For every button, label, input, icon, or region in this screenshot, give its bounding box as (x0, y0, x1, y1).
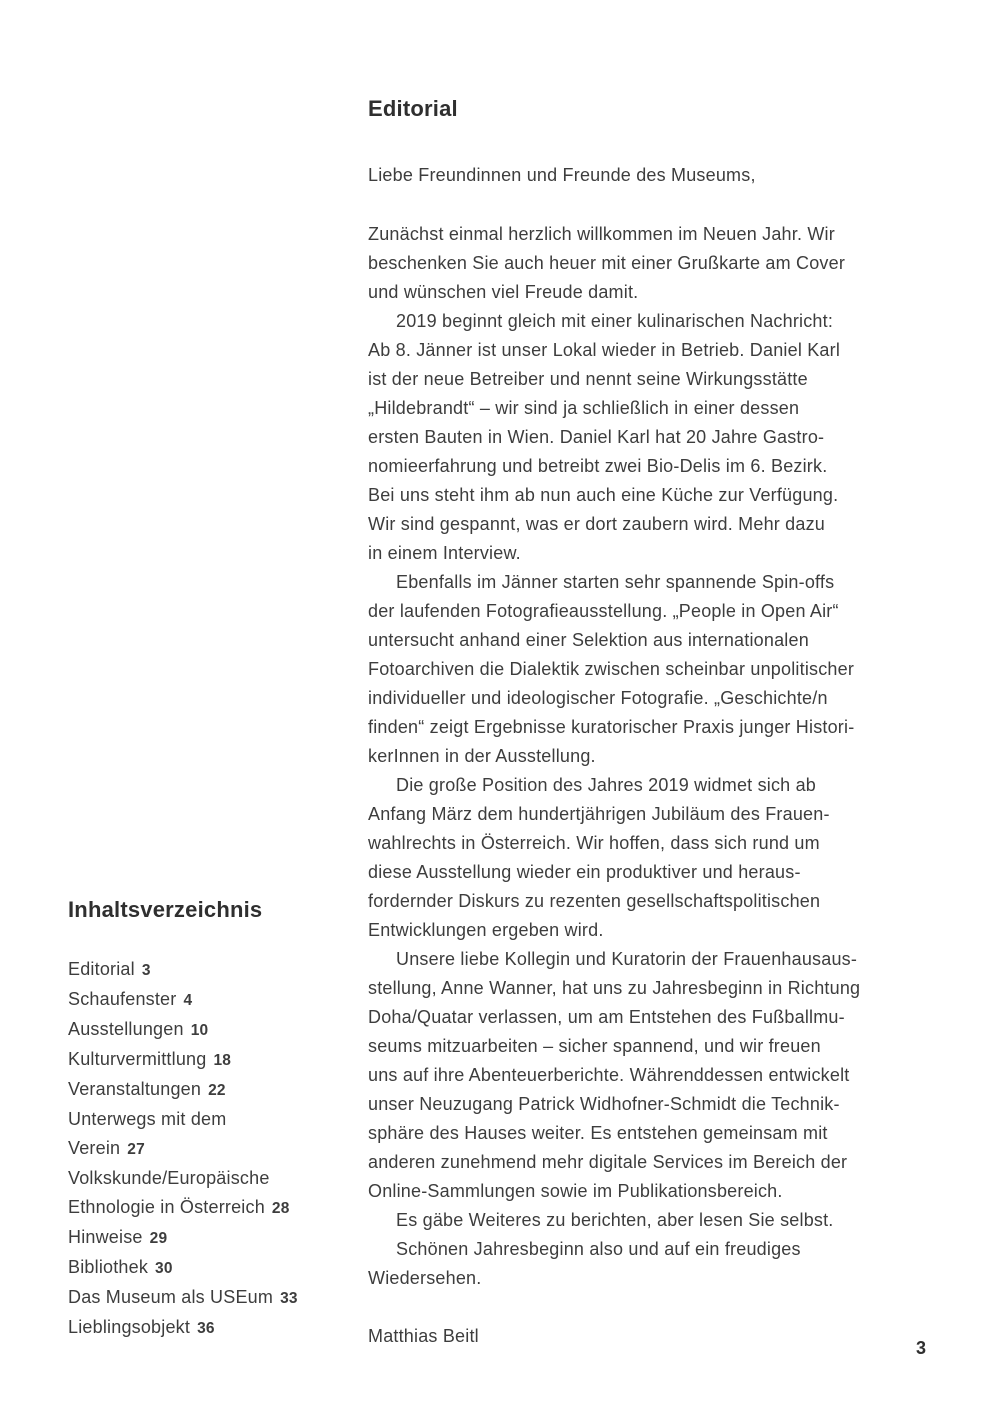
toc-item-page: 30 (155, 1260, 173, 1277)
toc-item-label: Verein (68, 1138, 121, 1158)
text-line: der laufenden Fotografieausstellung. „People in Open Air“ (368, 601, 839, 621)
toc-item-label: Lieblingsobjekt (68, 1317, 191, 1337)
toc-item-page: 10 (190, 1022, 209, 1039)
toc-item (68, 1045, 348, 1075)
text-line: anderen zunehmend mehr digitale Services im Bereich der (368, 1152, 848, 1172)
paragraph (368, 1235, 978, 1293)
toc-item-label: Bibliothek (68, 1257, 149, 1277)
toc-item-label: Ethnologie in Österreich (68, 1197, 265, 1217)
toc-item (68, 1134, 348, 1164)
toc-item (68, 1015, 348, 1045)
editorial-article (368, 96, 978, 1351)
paragraph (368, 771, 978, 945)
toc-item-page: 29 (149, 1230, 168, 1247)
toc-item-page: 27 (127, 1141, 145, 1158)
text-line: uns auf ihre Abenteuerberichte. Währenddessen entwickelt (368, 1065, 850, 1085)
toc-item (68, 985, 348, 1015)
toc-item (68, 1283, 348, 1313)
text-line: Doha/Quatar verlassen, um am Entstehen des Fußballmu- (368, 1007, 845, 1027)
toc-item-label: Schaufenster (68, 989, 177, 1009)
toc-item-label: Das Museum als USEum (68, 1287, 274, 1307)
toc-item-label: Unterwegs mit dem (68, 1109, 227, 1129)
toc-list (68, 955, 348, 1343)
text-line: kerInnen in der Ausstellung. (368, 746, 596, 766)
text-line: Unsere liebe Kollegin und Kuratorin der Frauenhausaus- (396, 949, 858, 969)
toc-item (68, 1075, 348, 1105)
text-line: Die große Position des Jahres 2019 widmet sich ab (396, 775, 817, 795)
toc-item-label: Editorial (68, 959, 135, 979)
text-line: „Hildebrandt“ – wir sind ja schließlich in einer dessen (368, 398, 800, 418)
toc-item-page: 36 (197, 1320, 215, 1337)
toc-item-page: 3 (141, 962, 151, 979)
text-line: stellung, Anne Wanner, hat uns zu Jahresbeginn in Richtung (368, 978, 861, 998)
text-line: individueller und ideologischer Fotografie. „Geschichte/n (368, 688, 828, 708)
text-line: wahlrechts in Österreich. Wir hoffen, dass sich rund um (368, 833, 820, 853)
text-line: sphäre des Hauses weiter. Es entstehen gemeinsam mit (368, 1123, 828, 1143)
paragraph (368, 220, 978, 307)
text-line: Wiedersehen. (368, 1268, 482, 1288)
text-line: Anfang März dem hundertjährigen Jubiläum des Frauen- (368, 804, 830, 824)
toc-item (68, 1253, 348, 1283)
paragraph (368, 1206, 978, 1235)
text-line: beschenken Sie auch heuer mit einer Grußkarte am Cover (368, 253, 846, 273)
toc-item (68, 1105, 348, 1134)
text-line: Bei uns steht ihm ab nun auch eine Küche zur Verfügung. (368, 485, 839, 505)
text-line: in einem Interview. (368, 543, 521, 563)
toc-item (68, 1223, 348, 1253)
text-line: Schönen Jahresbeginn also und auf ein freudiges (396, 1239, 801, 1259)
paragraph (368, 568, 978, 771)
editorial-signature: Matthias Beitl (368, 1326, 479, 1346)
editorial-title: Editorial (368, 96, 458, 121)
toc-item-page: 28 (271, 1200, 290, 1217)
text-line: finden“ zeigt Ergebnisse kuratorischer Praxis junger Histori- (368, 717, 855, 737)
toc-item-label: Kulturvermittlung (68, 1049, 207, 1069)
text-line: und wünschen viel Freude damit. (368, 282, 639, 302)
toc-item-label: Veranstaltungen (68, 1079, 202, 1099)
toc-item (68, 1313, 348, 1343)
text-line: seums mitzuarbeiten – sicher spannend, und wir freuen (368, 1036, 821, 1056)
table-of-contents (68, 897, 348, 1343)
text-line: nomieerfahrung und betreibt zwei Bio-Delis im 6. Bezirk. (368, 456, 828, 476)
toc-item-page: 33 (280, 1290, 298, 1307)
toc-item-label: Volkskunde/Europäische (68, 1168, 270, 1188)
toc-item-page: 4 (183, 992, 193, 1009)
text-line: Zunächst einmal herzlich willkommen im Neuen Jahr. Wir (368, 224, 835, 244)
toc-item (68, 1164, 348, 1193)
toc-item-label: Ausstellungen (68, 1019, 184, 1039)
text-line: untersucht anhand einer Selektion aus internationalen (368, 630, 809, 650)
toc-title: Inhaltsverzeichnis (68, 897, 263, 922)
paragraph (368, 945, 978, 1206)
text-line: fordernder Diskurs zu rezenten gesellschaftspolitischen (368, 891, 821, 911)
paragraph (368, 307, 978, 568)
text-line: diese Ausstellung wieder ein produktiver und heraus- (368, 862, 801, 882)
text-line: Ab 8. Jänner ist unser Lokal wieder in Betrieb. Daniel Karl (368, 340, 841, 360)
text-line: Fotoarchiven die Dialektik zwischen scheinbar unpolitischer (368, 659, 855, 679)
text-line: Online-Sammlungen sowie im Publikationsbereich. (368, 1181, 783, 1201)
text-line: ist der neue Betreiber und nennt seine Wirkungsstätte (368, 369, 808, 389)
toc-item (68, 1193, 348, 1223)
text-line: Ebenfalls im Jänner starten sehr spannende Spin-offs (396, 572, 835, 592)
text-line: Es gäbe Weiteres zu berichten, aber lesen Sie selbst. (396, 1210, 834, 1230)
toc-item (68, 955, 348, 985)
page-number: 3 (916, 1338, 927, 1358)
toc-item-label: Hinweise (68, 1227, 143, 1247)
toc-item-page: 22 (208, 1082, 226, 1099)
text-line: ersten Bauten in Wien. Daniel Karl hat 20 Jahre Gastro- (368, 427, 825, 447)
text-line: Entwicklungen ergeben wird. (368, 920, 604, 940)
text-line: Wir sind gespannt, was er dort zaubern wird. Mehr dazu (368, 514, 826, 534)
text-line: unser Neuzugang Patrick Widhofner-Schmidt die Technik- (368, 1094, 840, 1114)
editorial-salutation: Liebe Freundinnen und Freunde des Museums, (368, 165, 756, 185)
editorial-paragraphs (368, 220, 978, 1293)
toc-item-page: 18 (213, 1052, 232, 1069)
text-line: 2019 beginnt gleich mit einer kulinarischen Nachricht: (396, 311, 834, 331)
